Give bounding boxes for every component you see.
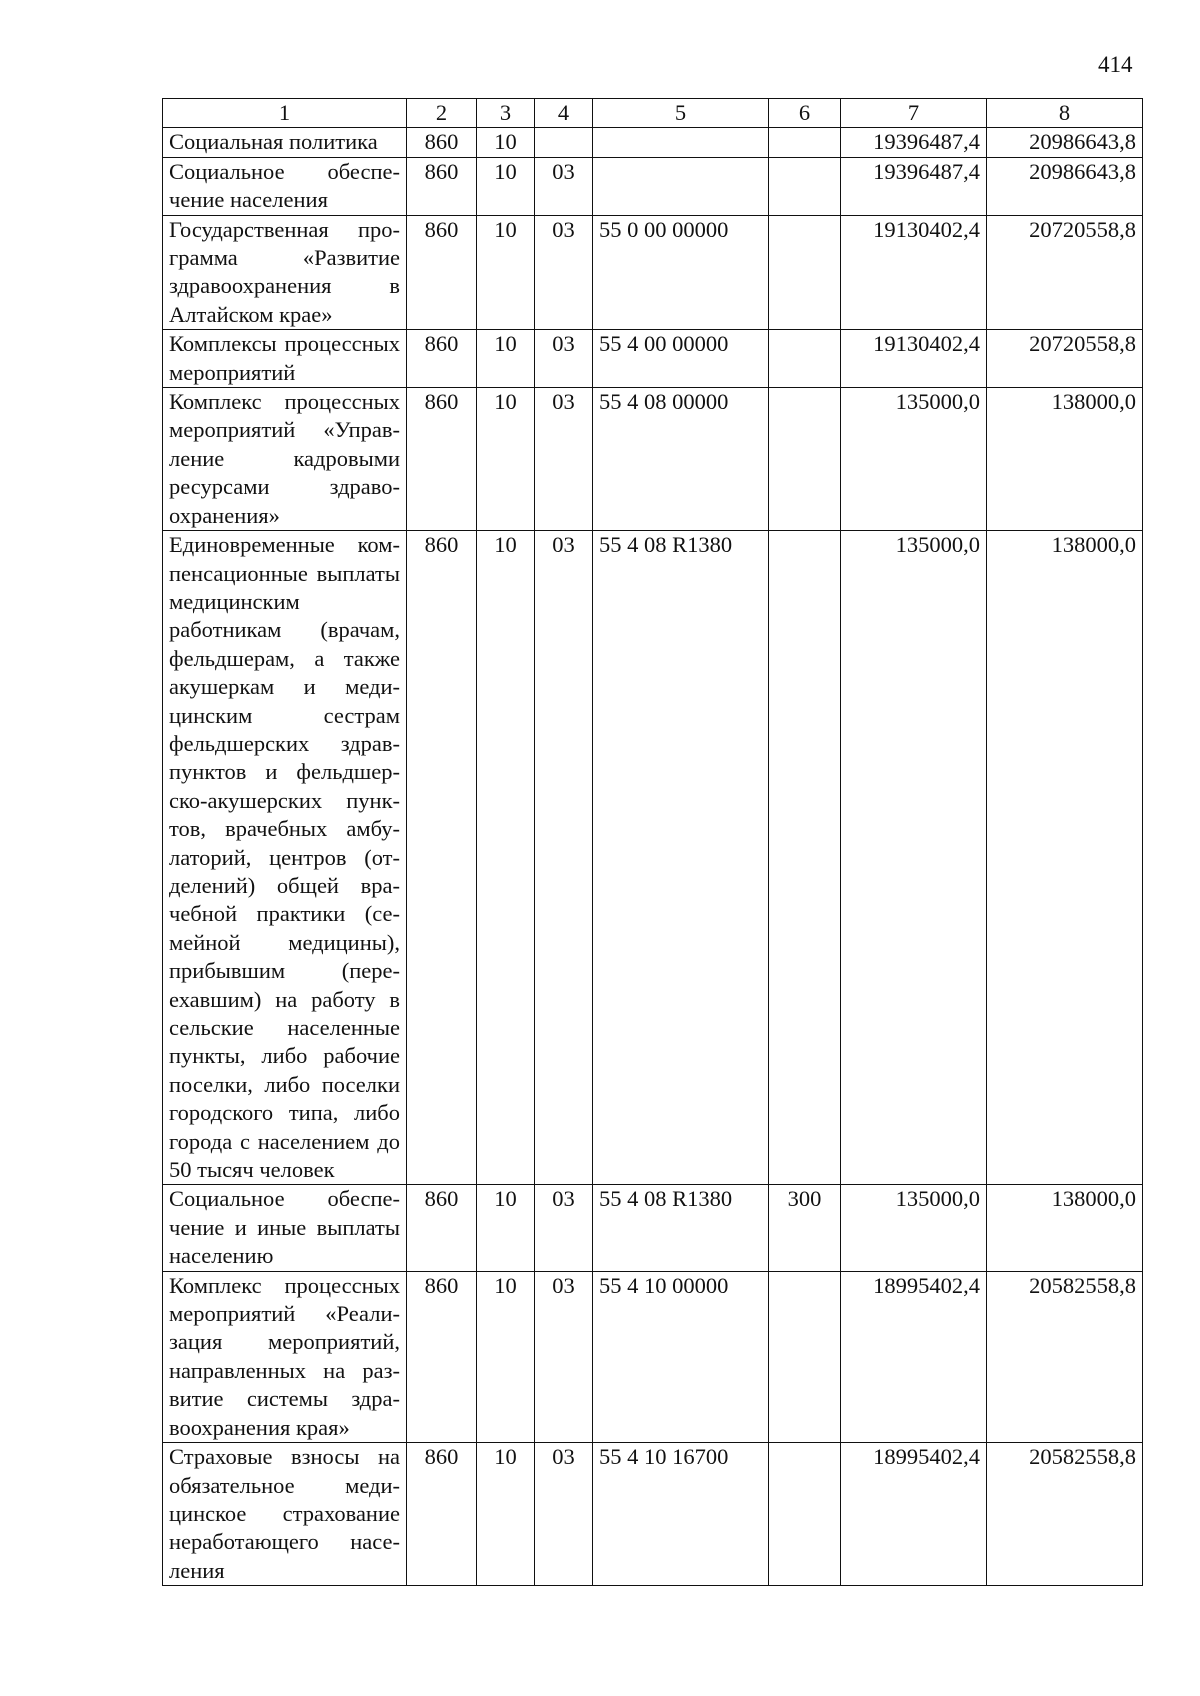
department-code: 860 [407,1271,477,1442]
department-code: 860 [407,215,477,330]
subsection-code: 03 [535,1271,593,1442]
target-article-code: 55 4 10 00000 [593,1271,769,1442]
item-name: Комплекс процессных мероприятий «Реализация мероприятий, направленных на развитие системы здравоохранения края» [163,1271,407,1442]
subsection-code [535,128,593,157]
table-row [163,1443,1143,1586]
expense-type-code [769,1443,841,1586]
table-row [163,388,1143,531]
table-row [163,215,1143,330]
column-header: 6 [769,99,841,128]
budget-table [162,98,1143,1586]
subsection-code: 03 [535,388,593,531]
item-name: Социальное обеспечение населения [163,157,407,215]
amount-year-2: 138000,0 [987,1185,1143,1271]
department-code: 860 [407,531,477,1185]
expense-type-code [769,1271,841,1442]
subsection-code: 03 [535,531,593,1185]
department-code: 860 [407,388,477,531]
table-row [163,330,1143,388]
amount-year-1: 18995402,4 [841,1443,987,1586]
target-article-code: 55 0 00 00000 [593,215,769,330]
expense-type-code [769,157,841,215]
column-header: 1 [163,99,407,128]
section-code: 10 [477,531,535,1185]
amount-year-2: 138000,0 [987,388,1143,531]
amount-year-2: 20582558,8 [987,1271,1143,1442]
item-name: Страховые взносы на обязательное медицинское страхование неработающего населения [163,1443,407,1586]
subsection-code: 03 [535,330,593,388]
column-header: 7 [841,99,987,128]
subsection-code: 03 [535,215,593,330]
section-code: 10 [477,128,535,157]
section-code: 10 [477,1271,535,1442]
target-article-code [593,157,769,215]
section-code: 10 [477,215,535,330]
section-code: 10 [477,388,535,531]
column-header: 3 [477,99,535,128]
table-row [163,157,1143,215]
column-header: 4 [535,99,593,128]
item-name: Комплексы процессных мероприятий [163,330,407,388]
department-code: 860 [407,157,477,215]
target-article-code: 55 4 00 00000 [593,330,769,388]
item-name: Социальная политика [163,128,407,157]
amount-year-2: 20720558,8 [987,330,1143,388]
header-row [163,99,1143,128]
subsection-code: 03 [535,1443,593,1586]
target-article-code [593,128,769,157]
section-code: 10 [477,1185,535,1271]
section-code: 10 [477,157,535,215]
department-code: 860 [407,128,477,157]
target-article-code: 55 4 08 00000 [593,388,769,531]
item-name: Единовременные компенсационные выплаты медицинским работникам (врачам, фельдшерам, а также акушеркам и медицинским сестрам фельдшерских здравпунктов и фельдшерско-акушерских пунктов, врачебных амбулаторий, центров (отделений) общей врачебной практики (семейной медицины), прибывшим (переехавшим) на работу в сельские населенные пункты, либо рабочие поселки, либо поселки городского типа, либо города с населением до 50 тысяч человек [163,531,407,1185]
expense-type-code [769,388,841,531]
amount-year-2: 20986643,8 [987,157,1143,215]
amount-year-1: 135000,0 [841,531,987,1185]
amount-year-1: 135000,0 [841,388,987,531]
target-article-code: 55 4 08 R1380 [593,1185,769,1271]
department-code: 860 [407,330,477,388]
amount-year-2: 138000,0 [987,531,1143,1185]
expense-type-code [769,531,841,1185]
subsection-code: 03 [535,157,593,215]
item-name: Комплекс процессных мероприятий «Управление кадровыми ресурсами здравоохранения» [163,388,407,531]
item-name: Социальное обеспечение и иные выплаты населению [163,1185,407,1271]
table-row [163,1271,1143,1442]
page-number: 414 [1098,52,1133,77]
subsection-code: 03 [535,1185,593,1271]
section-code: 10 [477,1443,535,1586]
table-row [163,1185,1143,1271]
amount-year-1: 19130402,4 [841,330,987,388]
target-article-code: 55 4 10 16700 [593,1443,769,1586]
amount-year-1: 135000,0 [841,1185,987,1271]
table-row [163,128,1143,157]
amount-year-1: 19130402,4 [841,215,987,330]
section-code: 10 [477,330,535,388]
amount-year-2: 20986643,8 [987,128,1143,157]
column-header: 8 [987,99,1143,128]
target-article-code: 55 4 08 R1380 [593,531,769,1185]
table-row [163,531,1143,1185]
expense-type-code [769,215,841,330]
amount-year-1: 19396487,4 [841,128,987,157]
column-header: 2 [407,99,477,128]
amount-year-2: 20720558,8 [987,215,1143,330]
column-header: 5 [593,99,769,128]
expense-type-code [769,128,841,157]
expense-type-code [769,330,841,388]
expense-type-code: 300 [769,1185,841,1271]
amount-year-1: 19396487,4 [841,157,987,215]
amount-year-2: 20582558,8 [987,1443,1143,1586]
department-code: 860 [407,1443,477,1586]
item-name: Государственная программа «Развитие здравоохранения в Алтайском крае» [163,215,407,330]
department-code: 860 [407,1185,477,1271]
amount-year-1: 18995402,4 [841,1271,987,1442]
